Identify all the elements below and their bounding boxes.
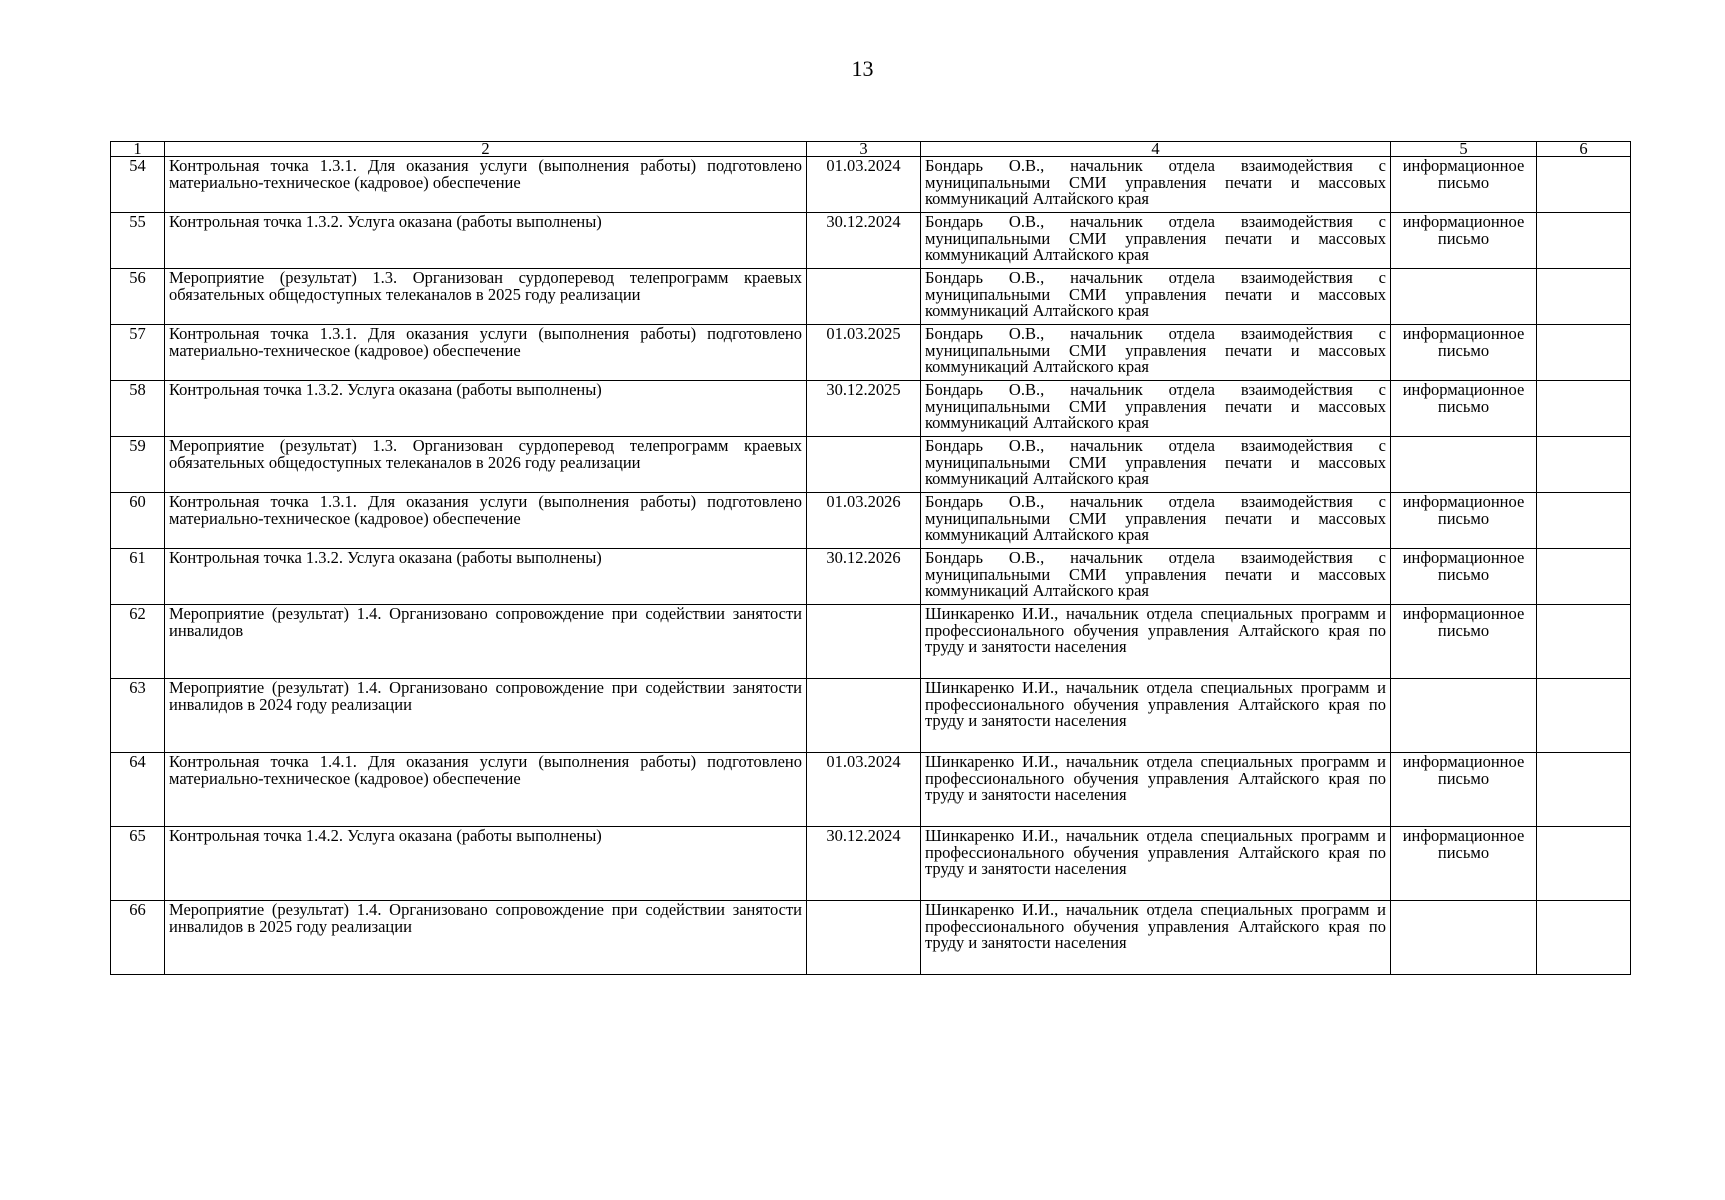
row-responsible: Бондарь О.В., начальник отдела взаимодействия с муниципальными СМИ управления печати и массовых коммуникаций Алтайского края [921, 437, 1391, 493]
header-col-5: 5 [1391, 142, 1537, 157]
row-col6 [1537, 325, 1631, 381]
row-document: информационное письмо [1391, 753, 1537, 827]
row-number: 60 [111, 493, 165, 549]
row-description: Мероприятие (результат) 1.4. Организовано сопровождение при содействии занятости инвалидов в 2025 году реализации [165, 901, 807, 975]
table-row [111, 605, 1631, 679]
row-document: информационное письмо [1391, 381, 1537, 437]
row-document: информационное письмо [1391, 213, 1537, 269]
row-number: 61 [111, 549, 165, 605]
row-description: Контрольная точка 1.3.1. Для оказания услуги (выполнения работы) подготовлено материально-техническое (кадровое) обеспечение [165, 325, 807, 381]
header-col-6: 6 [1537, 142, 1631, 157]
row-number: 59 [111, 437, 165, 493]
row-col6 [1537, 437, 1631, 493]
row-responsible: Шинкаренко И.И., начальник отдела специальных программ и профессионального обучения управления Алтайского края по труду и занятости населения [921, 901, 1391, 975]
row-document: информационное письмо [1391, 605, 1537, 679]
row-number: 62 [111, 605, 165, 679]
row-number: 56 [111, 269, 165, 325]
row-date [807, 679, 921, 753]
row-description: Контрольная точка 1.3.1. Для оказания услуги (выполнения работы) подготовлено материально-техническое (кадровое) обеспечение [165, 493, 807, 549]
table-row [111, 269, 1631, 325]
row-col6 [1537, 493, 1631, 549]
table-row [111, 325, 1631, 381]
header-col-3: 3 [807, 142, 921, 157]
table-row [111, 827, 1631, 901]
row-number: 65 [111, 827, 165, 901]
row-responsible: Бондарь О.В., начальник отдела взаимодействия с муниципальными СМИ управления печати и массовых коммуникаций Алтайского края [921, 157, 1391, 213]
row-document [1391, 437, 1537, 493]
row-date: 01.03.2026 [807, 493, 921, 549]
header-col-2: 2 [165, 142, 807, 157]
row-document: информационное письмо [1391, 827, 1537, 901]
row-date [807, 901, 921, 975]
row-col6 [1537, 381, 1631, 437]
table-row [111, 753, 1631, 827]
row-number: 58 [111, 381, 165, 437]
row-col6 [1537, 901, 1631, 975]
table-row [111, 157, 1631, 213]
row-date [807, 269, 921, 325]
table-row [111, 679, 1631, 753]
row-document: информационное письмо [1391, 325, 1537, 381]
row-description: Мероприятие (результат) 1.3. Организован сурдоперевод телепрограмм краевых обязательных общедоступных телеканалов в 2025 году реализации [165, 269, 807, 325]
row-date: 30.12.2026 [807, 549, 921, 605]
row-col6 [1537, 753, 1631, 827]
row-col6 [1537, 605, 1631, 679]
header-col-1: 1 [111, 142, 165, 157]
row-description: Контрольная точка 1.3.2. Услуга оказана (работы выполнены) [165, 381, 807, 437]
row-date [807, 605, 921, 679]
table-row [111, 437, 1631, 493]
row-description: Контрольная точка 1.3.1. Для оказания услуги (выполнения работы) подготовлено материально-техническое (кадровое) обеспечение [165, 157, 807, 213]
table-header-row [111, 142, 1631, 157]
row-responsible: Бондарь О.В., начальник отдела взаимодействия с муниципальными СМИ управления печати и массовых коммуникаций Алтайского края [921, 381, 1391, 437]
table-row [111, 549, 1631, 605]
row-description: Мероприятие (результат) 1.3. Организован сурдоперевод телепрограмм краевых обязательных общедоступных телеканалов в 2026 году реализации [165, 437, 807, 493]
row-responsible: Бондарь О.В., начальник отдела взаимодействия с муниципальными СМИ управления печати и массовых коммуникаций Алтайского края [921, 213, 1391, 269]
plan-table [110, 141, 1631, 975]
row-date: 30.12.2024 [807, 213, 921, 269]
row-date: 30.12.2025 [807, 381, 921, 437]
row-number: 57 [111, 325, 165, 381]
row-number: 55 [111, 213, 165, 269]
page-number: 13 [851, 56, 874, 81]
row-document: информационное письмо [1391, 157, 1537, 213]
row-description: Контрольная точка 1.4.1. Для оказания услуги (выполнения работы) подготовлено материально-техническое (кадровое) обеспечение [165, 753, 807, 827]
row-number: 64 [111, 753, 165, 827]
table-row [111, 381, 1631, 437]
row-col6 [1537, 269, 1631, 325]
row-responsible: Шинкаренко И.И., начальник отдела специальных программ и профессионального обучения управления Алтайского края по труду и занятости населения [921, 753, 1391, 827]
row-responsible: Шинкаренко И.И., начальник отдела специальных программ и профессионального обучения управления Алтайского края по труду и занятости населения [921, 827, 1391, 901]
row-col6 [1537, 679, 1631, 753]
row-number: 66 [111, 901, 165, 975]
row-responsible: Бондарь О.В., начальник отдела взаимодействия с муниципальными СМИ управления печати и массовых коммуникаций Алтайского края [921, 549, 1391, 605]
row-date: 30.12.2024 [807, 827, 921, 901]
header-col-4: 4 [921, 142, 1391, 157]
row-responsible: Шинкаренко И.И., начальник отдела специальных программ и профессионального обучения управления Алтайского края по труду и занятости населения [921, 679, 1391, 753]
row-responsible: Бондарь О.В., начальник отдела взаимодействия с муниципальными СМИ управления печати и массовых коммуникаций Алтайского края [921, 325, 1391, 381]
row-date: 01.03.2024 [807, 753, 921, 827]
row-description: Контрольная точка 1.3.2. Услуга оказана (работы выполнены) [165, 213, 807, 269]
row-col6 [1537, 213, 1631, 269]
row-date [807, 437, 921, 493]
table-row [111, 901, 1631, 975]
row-number: 63 [111, 679, 165, 753]
row-responsible: Шинкаренко И.И., начальник отдела специальных программ и профессионального обучения управления Алтайского края по труду и занятости населения [921, 605, 1391, 679]
row-col6 [1537, 549, 1631, 605]
row-col6 [1537, 157, 1631, 213]
row-responsible: Бондарь О.В., начальник отдела взаимодействия с муниципальными СМИ управления печати и массовых коммуникаций Алтайского края [921, 493, 1391, 549]
row-document: информационное письмо [1391, 493, 1537, 549]
row-description: Мероприятие (результат) 1.4. Организовано сопровождение при содействии занятости инвалидов в 2024 году реализации [165, 679, 807, 753]
row-responsible: Бондарь О.В., начальник отдела взаимодействия с муниципальными СМИ управления печати и массовых коммуникаций Алтайского края [921, 269, 1391, 325]
row-date: 01.03.2025 [807, 325, 921, 381]
row-description: Мероприятие (результат) 1.4. Организовано сопровождение при содействии занятости инвалидов [165, 605, 807, 679]
row-document: информационное письмо [1391, 549, 1537, 605]
row-date: 01.03.2024 [807, 157, 921, 213]
row-document [1391, 901, 1537, 975]
row-number: 54 [111, 157, 165, 213]
row-col6 [1537, 827, 1631, 901]
table-row [111, 213, 1631, 269]
row-description: Контрольная точка 1.4.2. Услуга оказана (работы выполнены) [165, 827, 807, 901]
row-document [1391, 269, 1537, 325]
table-row [111, 493, 1631, 549]
row-description: Контрольная точка 1.3.2. Услуга оказана (работы выполнены) [165, 549, 807, 605]
row-document [1391, 679, 1537, 753]
